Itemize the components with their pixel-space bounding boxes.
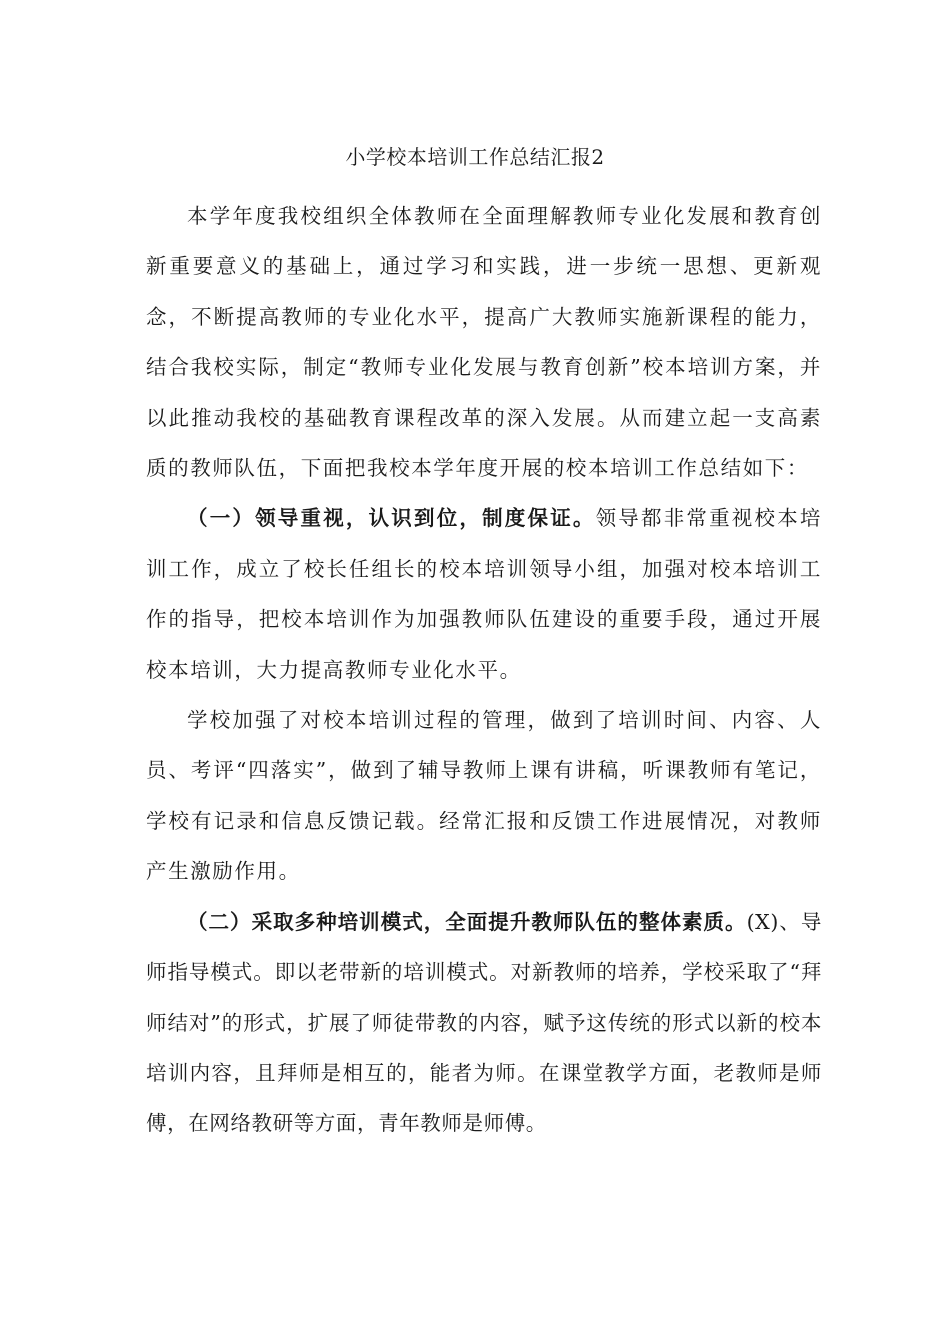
paragraph-intro: [146, 191, 822, 493]
document-title: 小学校本培训工作总结汇报2: [345, 145, 605, 169]
paragraph-text: (X)、导师指导模式。即以老带新的培训模式。对新教师的培养，学校采取了“拜师结对”的形式，扩展了师徒带教的内容，赋予这传统的形式以新的校本培训内容，且拜师是相互的，能者为师。在课堂教学方面，老教师是师傅，在网络教研等方面，青年教师是师傅。: [146, 909, 822, 1136]
section-heading-2: （二）采取多种培训模式，全面提升教师队伍的整体素质。: [187, 909, 747, 934]
paragraph-management: [146, 695, 822, 897]
paragraph-section-2: [146, 897, 822, 1149]
paragraph-text: 领导都非常重视校本培训工作，成立了校长任组长的校本培训领导小组，加强对校本培训工作的指导，把校本培训作为加强教师队伍建设的重要手段，通过开展校本培训，大力提高教师专业化水平。: [146, 506, 822, 682]
document-body: [146, 191, 822, 1149]
paragraph-text: 本学年度我校组织全体教师在全面理解教师专业化发展和教育创新重要意义的基础上，通过学习和实践，进一步统一思想、更新观念，不断提高教师的专业化水平，提高广大教师实施新课程的能力，结合我校实际，制定“教师专业化发展与教育创新”校本培训方案，并以此推动我校的基础教育课程改革的深入发展。从而建立起一支高素质的教师队伍，下面把我校本学年度开展的校本培训工作总结如下：: [146, 204, 822, 481]
section-heading-1: （一）领导重视，认识到位，制度保证。: [187, 506, 596, 531]
paragraph-section-1: [146, 493, 822, 695]
paragraph-text: 学校加强了对校本培训过程的管理，做到了培训时间、内容、人员、考评“四落实”，做到了辅导教师上课有讲稿，听课教师有笔记，学校有记录和信息反馈记载。经常汇报和反馈工作进展情况，对教师产生激励作用。: [146, 708, 822, 884]
